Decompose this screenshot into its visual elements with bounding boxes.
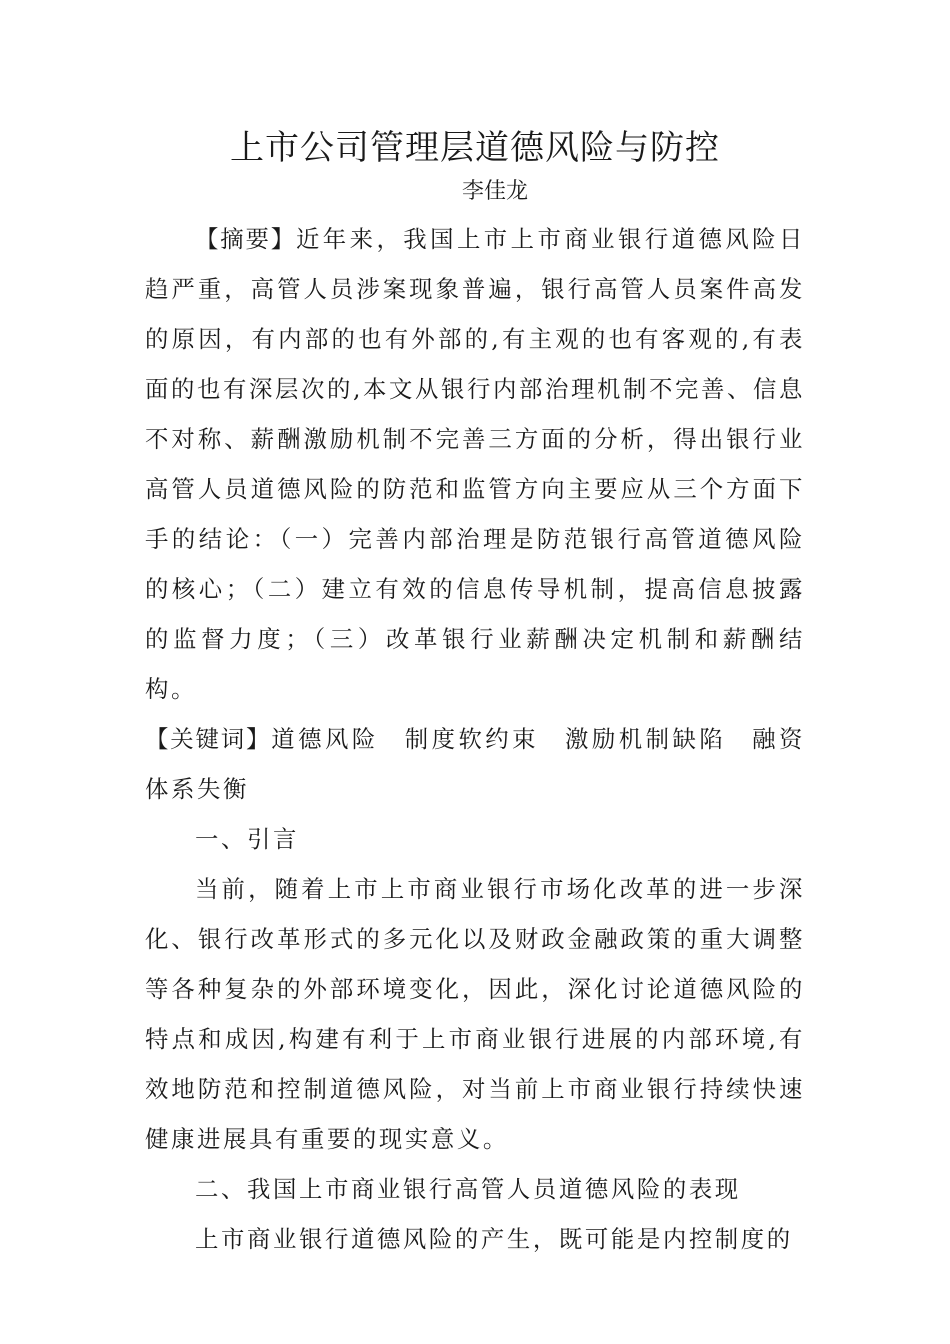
document-author: 李佳龙 <box>461 179 528 204</box>
keyword: 激励机制缺陷 <box>565 725 727 753</box>
keyword: 融资体系失衡 <box>145 725 806 803</box>
manifestation-paragraph: 上市商业银行道德风险的产生，既可能是内控制度的 <box>195 1225 793 1253</box>
document-page <box>145 122 805 1264</box>
section-heading-manifestation: 二、我国上市商业银行高管人员道德风险的表现 <box>195 1175 741 1203</box>
abstract-paragraph <box>145 214 805 714</box>
keyword: 道德风险 <box>271 725 379 753</box>
keywords-paragraph <box>145 714 805 814</box>
abstract-text: 近年来，我国上市上市商业银行道德风险日趋严重，高管人员涉案现象普遍，银行高管人员案件高发的原因，有内部的也有外部的,有主观的也有客观的,有表面的也有深层次的,本文从银行内部治理机制不完善、信息不对称、薪酬激励机制不完善三方面的分析，得出银行业高管人员道德风险的防范和监管方向主要应从三个方面下手的结论：（一）完善内部治理是防范银行高管道德风险的核心；（二）建立有效的信息传导机制，提高信息披露的监督力度；（三）改革银行业薪酬决定机制和薪酬结构。 <box>145 225 805 703</box>
abstract-label: 【摘要】 <box>195 225 296 253</box>
introduction-paragraph: 当前，随着上市上市商业银行市场化改革的进一步深化、银行改革形式的多元化以及财政金融政策的重大调整等各种复杂的外部环境变化，因此，深化讨论道德风险的特点和成因,构建有利于上市商业银行进展的内部环境,有效地防范和控制道德风险，对当前上市商业银行持续快速健康进展具有重要的现实意义。 <box>145 875 805 1153</box>
section-heading-introduction: 一、引言 <box>195 825 299 853</box>
document-title: 上市公司管理层道德风险与防控 <box>230 128 720 168</box>
keyword: 制度软约束 <box>404 725 540 753</box>
keywords-label: 【关键词】 <box>145 725 272 753</box>
